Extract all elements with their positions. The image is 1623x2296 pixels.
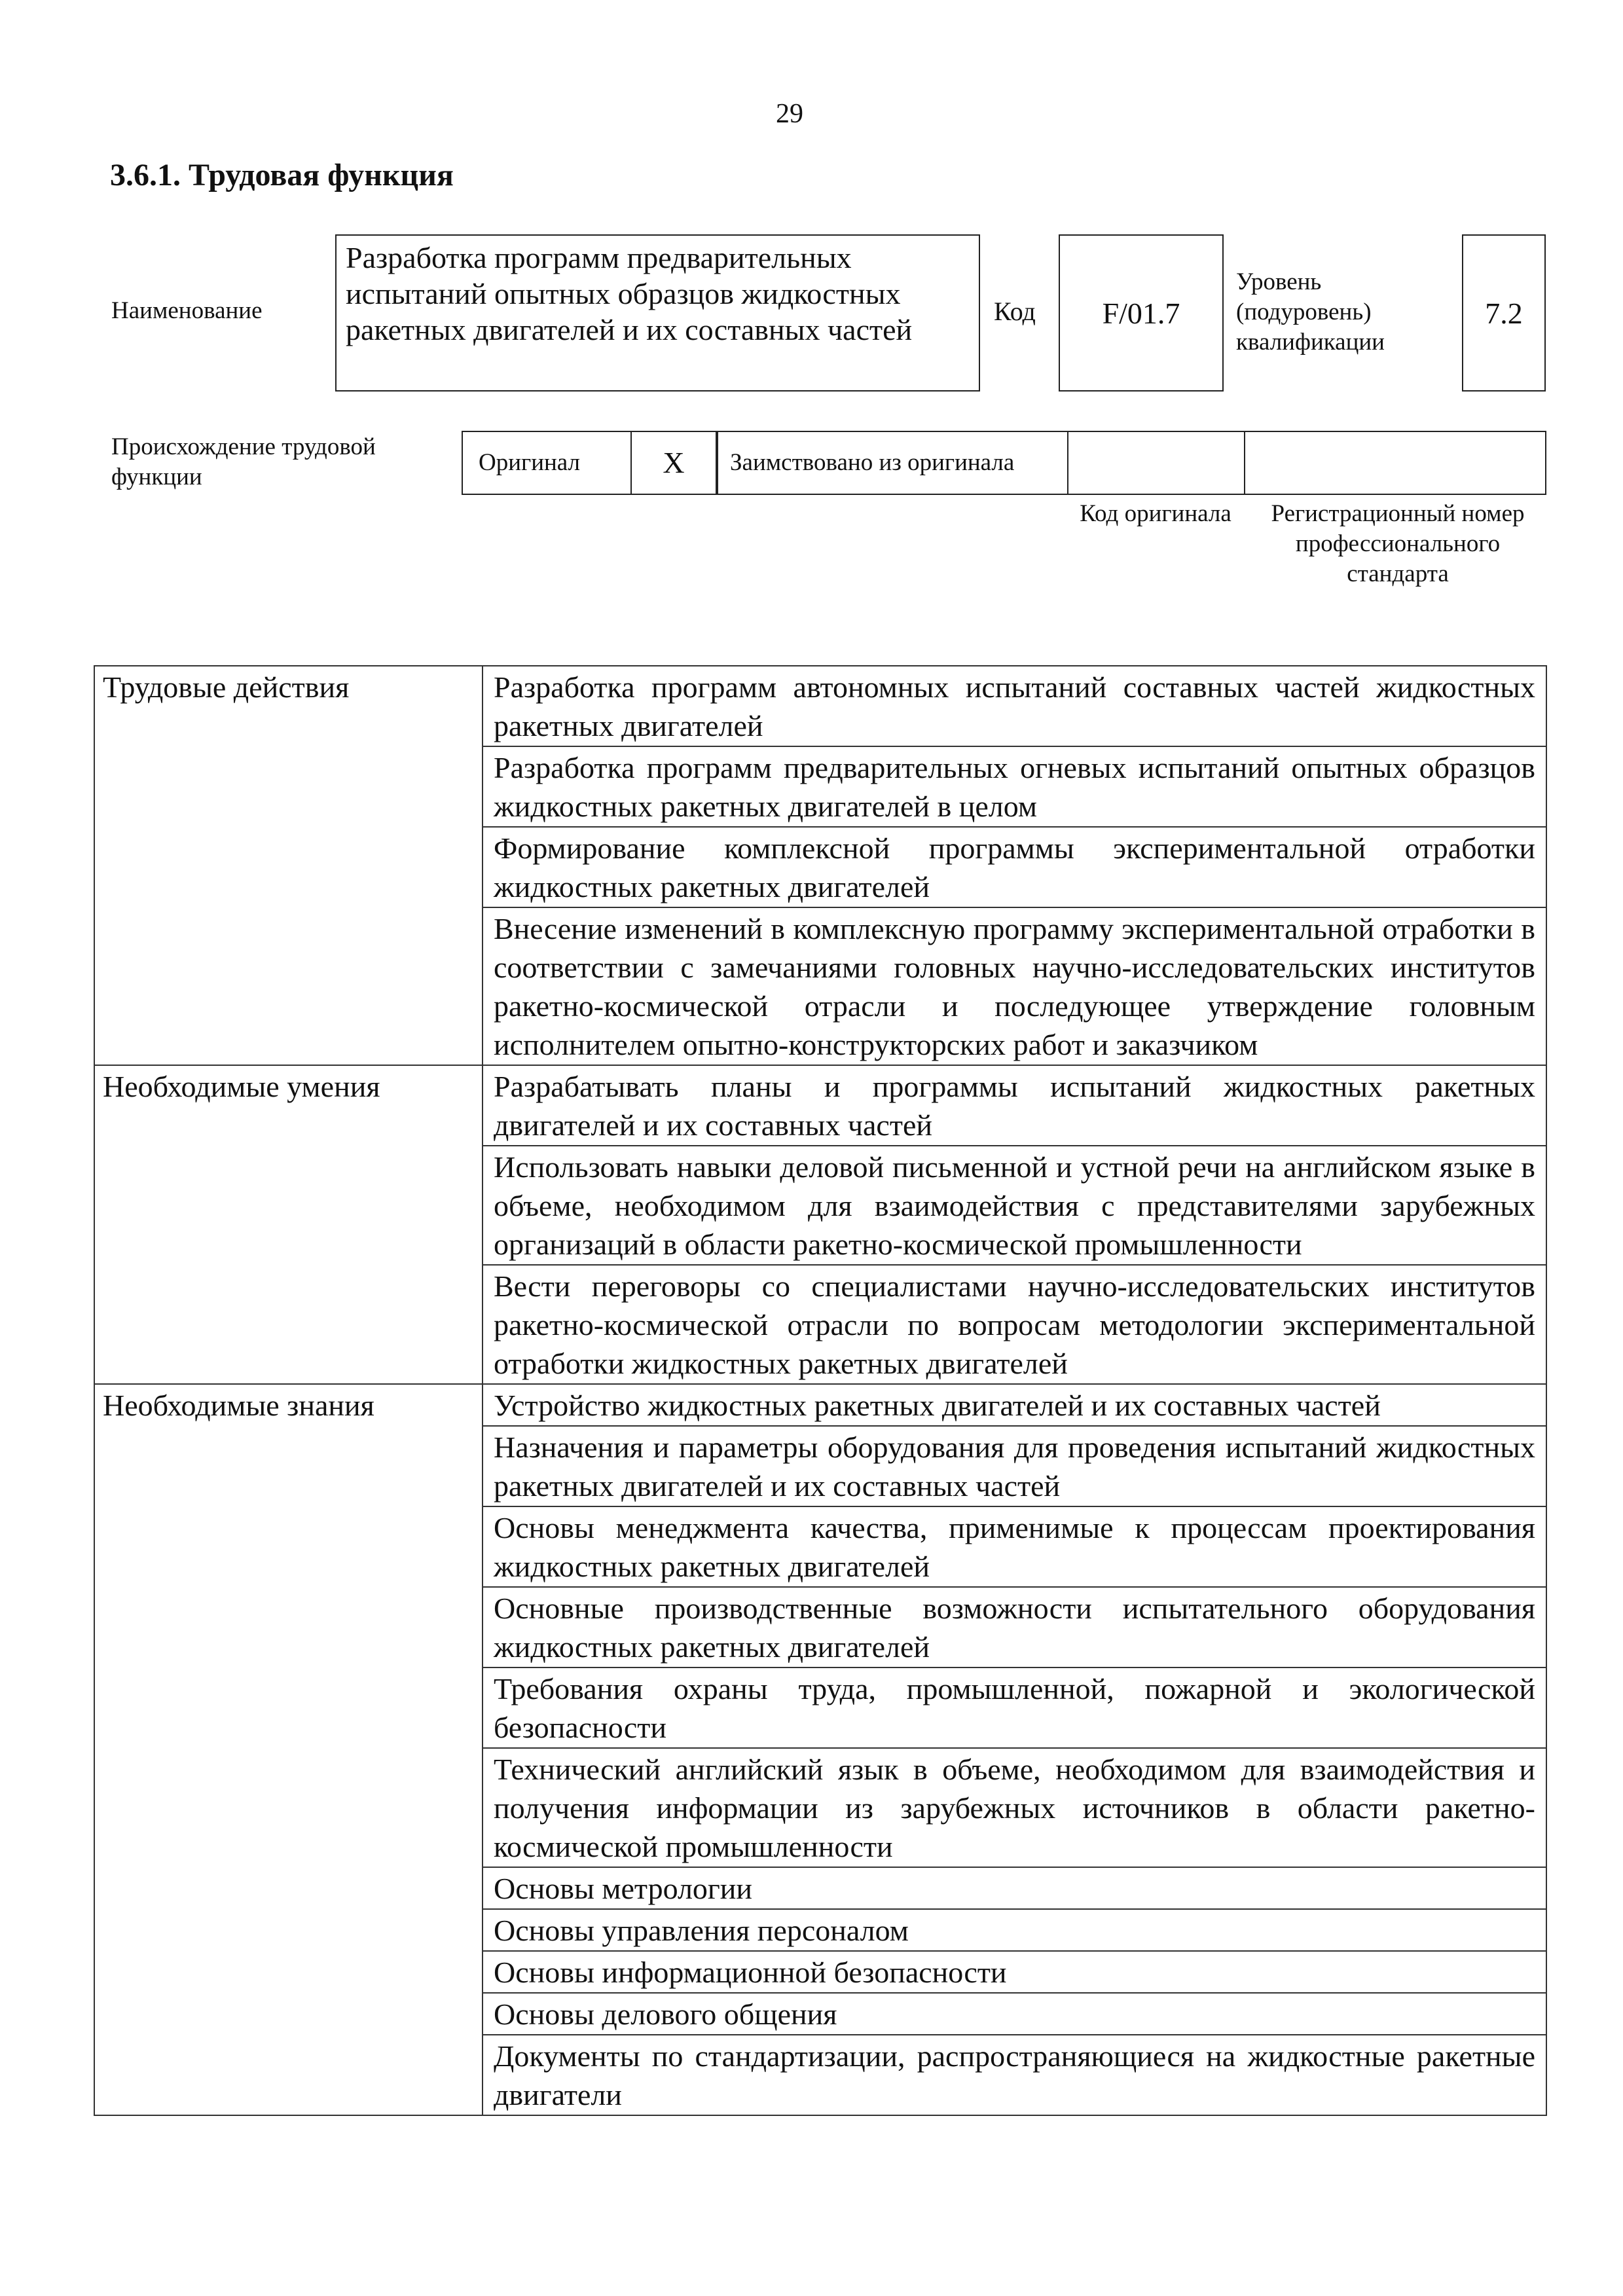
code-box: F/01.7 bbox=[1059, 234, 1224, 392]
item-cell: Назначения и параметры оборудования для проведения испытаний жидкостных ракетных двигателей и их составных частей bbox=[483, 1426, 1546, 1506]
item-cell: Основы менеджмента качества, применимые к процессам проектирования жидкостных ракетных двигателей bbox=[483, 1506, 1546, 1587]
function-name-box: Разработка программ предварительных испытаний опытных образцов жидкостных ракетных двигателей и их составных частей bbox=[335, 234, 980, 392]
page-number: 29 bbox=[776, 99, 803, 129]
item-cell: Разрабатывать планы и программы испытаний жидкостных ракетных двигателей и их составных частей bbox=[483, 1065, 1546, 1146]
item-cell: Использовать навыки деловой письменной и устной речи на английском языке в объеме, необходимом для взаимодействия с представителями зарубежных организаций в области ракетно-космической промышленности bbox=[483, 1146, 1546, 1265]
caption-registration-number: Регистрационный номер профессионального стандарта bbox=[1271, 500, 1525, 587]
item-cell: Основы информационной безопасности bbox=[483, 1951, 1546, 1993]
item-cell: Основы делового общения bbox=[483, 1993, 1546, 2035]
item-cell: Устройство жидкостных ракетных двигателей и их составных частей bbox=[483, 1384, 1546, 1426]
origin-borrowed-cell: Заимствовано из оригинала bbox=[717, 431, 1068, 495]
category-cell: Необходимые умения bbox=[94, 1065, 483, 1384]
origin-original-cell: Оригинал bbox=[462, 431, 632, 495]
caption-original-code: Код оригинала bbox=[1080, 500, 1231, 527]
category-cell: Необходимые знания bbox=[94, 1384, 483, 2115]
origin-label: Происхождение трудовой функции bbox=[111, 433, 376, 490]
item-cell: Внесение изменений в комплексную программу экспериментальной отработки в соответствии с замечаниями головных научно-исследовательских институтов ракетно-космической отрасли и последующее утверждение головным исполнителем опытно-конструкторских работ и заказчиком bbox=[483, 907, 1546, 1065]
item-cell: Основные производственные возможности испытательного оборудования жидкостных ракетных двигателей bbox=[483, 1587, 1546, 1667]
function-details-table bbox=[94, 665, 1547, 2116]
origin-row bbox=[462, 431, 1546, 495]
table-row bbox=[94, 1384, 1546, 1426]
level-box: 7.2 bbox=[1462, 234, 1546, 392]
item-cell: Формирование комплексной программы экспериментальной отработки жидкостных ракетных двигателей bbox=[483, 827, 1546, 907]
origin-mark-cell: X bbox=[632, 431, 717, 495]
category-cell: Трудовые действия bbox=[94, 666, 483, 1065]
item-cell: Документы по стандартизации, распространяющиеся на жидкостные ракетные двигатели bbox=[483, 2035, 1546, 2115]
name-label: Наименование bbox=[111, 297, 263, 324]
origin-code-cell bbox=[1068, 431, 1245, 495]
item-cell: Вести переговоры со специалистами научно-исследовательских институтов ракетно-космической отрасли по вопросам методологии экспериментальной отработки жидкостных ракетных двигателей bbox=[483, 1265, 1546, 1384]
table-row bbox=[94, 666, 1546, 746]
item-cell: Основы метрологии bbox=[483, 1867, 1546, 1909]
item-cell: Основы управления персоналом bbox=[483, 1909, 1546, 1951]
level-label: Уровень (подуровень) квалификации bbox=[1236, 268, 1385, 355]
item-cell: Разработка программ предварительных огневых испытаний опытных образцов жидкостных ракетных двигателей в целом bbox=[483, 746, 1546, 827]
item-cell: Разработка программ автономных испытаний составных частей жидкостных ракетных двигателей bbox=[483, 666, 1546, 746]
origin-reg-number-cell bbox=[1245, 431, 1546, 495]
section-title: 3.6.1. Трудовая функция bbox=[110, 158, 454, 192]
table-row bbox=[94, 1065, 1546, 1146]
item-cell: Требования охраны труда, промышленной, пожарной и экологической безопасности bbox=[483, 1667, 1546, 1748]
code-label: Код bbox=[994, 297, 1036, 326]
item-cell: Технический английский язык в объеме, необходимом для взаимодействия и получения информации из зарубежных источников в области ракетно-космической промышленности bbox=[483, 1748, 1546, 1867]
